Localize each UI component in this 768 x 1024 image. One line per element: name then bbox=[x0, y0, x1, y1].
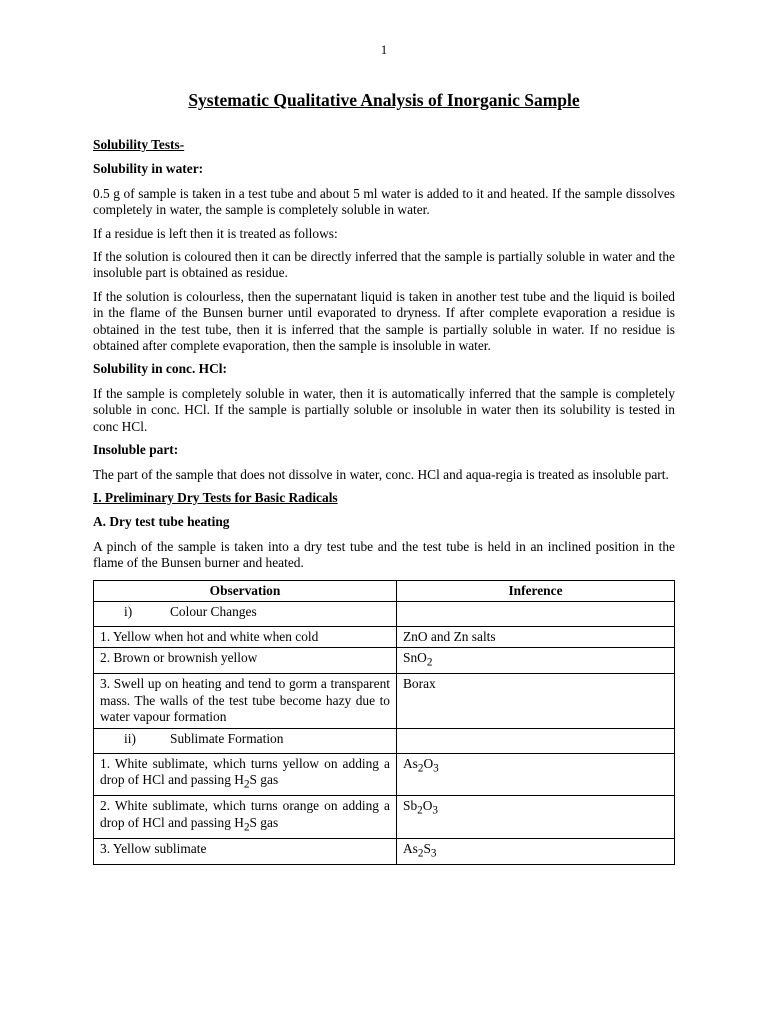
section-label: i) Colour Changes bbox=[94, 601, 397, 626]
dry-test-tube-heading: A. Dry test tube heating bbox=[93, 514, 230, 530]
inference-header: Inference bbox=[397, 580, 675, 601]
inference-cell: ZnO and Zn salts bbox=[397, 626, 675, 647]
insoluble-part-heading: Insoluble part: bbox=[93, 442, 179, 458]
observation-header: Observation bbox=[94, 580, 397, 601]
section-row-sublimate-formation bbox=[94, 728, 675, 753]
insoluble-part-paragraph: The part of the sample that does not dissolve in water, conc. HCl and aqua-regia is treated as insoluble part. bbox=[93, 466, 669, 482]
table-row bbox=[94, 674, 675, 728]
observation-cell: 3. Swell up on heating and tend to gorm a transparent mass. The walls of the test tube become hazy due to water vapour formation bbox=[94, 674, 397, 728]
dry-test-intro: A pinch of the sample is taken into a dry test tube and the test tube is held in an inclined position in the flame of the Bunsen burner and heated. bbox=[93, 538, 675, 571]
observation-cell: 3. Yellow sublimate bbox=[94, 838, 397, 864]
inference-cell: $Sb_2O_3$ bbox=[397, 796, 675, 838]
document-title: Systematic Qualitative Analysis of Inorganic Sample bbox=[188, 90, 580, 110]
solubility-hcl-paragraph: If the sample is completely soluble in water, then it is automatically inferred that the sample is completely soluble in conc. HCl. If the sample is partially soluble or insoluble in water then its solubility is tested in conc HCl. bbox=[93, 385, 675, 434]
inference-cell: $As_2O_3$ bbox=[397, 753, 675, 795]
observation-cell: 1. Yellow when hot and white when cold bbox=[94, 626, 397, 647]
table-row bbox=[94, 838, 675, 864]
page-number: 1 bbox=[380, 43, 388, 57]
solubility-water-heading: Solubility in water: bbox=[93, 161, 204, 177]
inference-cell: SnO$_2$ bbox=[397, 648, 675, 674]
coloured-solution-paragraph: If the solution is coloured then it can be directly inferred that the sample is partially soluble in water and the insoluble part is obtained as residue. bbox=[93, 249, 675, 281]
table-header-row bbox=[94, 580, 675, 601]
dry-tests-heading: I. Preliminary Dry Tests for Basic Radicals bbox=[93, 489, 338, 505]
colourless-solution-paragraph: If the solution is colourless, then the supernatant liquid is taken in another test tube and the liquid is boiled in the flame of the Bunsen burner until evaporated to dryness. If after complete evaporation a residue is obtained in the test tube, then it is inferred that the sample is partially soluble in water. If no residue is obtained after complete evaporation, then the sample is insoluble in water. bbox=[93, 288, 675, 354]
observation-cell: 2. Brown or brownish yellow bbox=[94, 648, 397, 674]
solubility-tests-heading: Solubility Tests- bbox=[93, 137, 185, 152]
observation-cell: 2. White sublimate, which turns orange on adding a drop of HCl and passing $H_2S$ gas bbox=[94, 796, 397, 838]
table-row bbox=[94, 626, 675, 647]
table-row bbox=[94, 753, 675, 795]
solubility-hcl-heading: Solubility in conc. HCl: bbox=[93, 361, 227, 377]
inference-cell: $As_2S_3$ bbox=[397, 838, 675, 864]
observation-cell: 1. White sublimate, which turns yellow on adding a drop of HCl and passing $H_2S$ gas bbox=[94, 753, 397, 795]
observation-inference-table bbox=[93, 580, 675, 865]
solubility-water-paragraph: 0.5 g of sample is taken in a test tube and about 5 ml water is added to it and heated. If the sample dissolves completely in water, the sample is completely soluble in water. bbox=[93, 185, 675, 218]
table-row bbox=[94, 796, 675, 838]
document-content bbox=[93, 90, 675, 865]
inference-cell: Borax bbox=[397, 674, 675, 728]
residue-paragraph: If a residue is left then it is treated as follows: bbox=[93, 225, 338, 241]
section-row-colour-changes bbox=[94, 601, 675, 626]
section-label: ii) Sublimate Formation bbox=[94, 728, 397, 753]
section-empty-cell bbox=[397, 728, 675, 753]
section-empty-cell bbox=[397, 601, 675, 626]
table-row bbox=[94, 648, 675, 674]
